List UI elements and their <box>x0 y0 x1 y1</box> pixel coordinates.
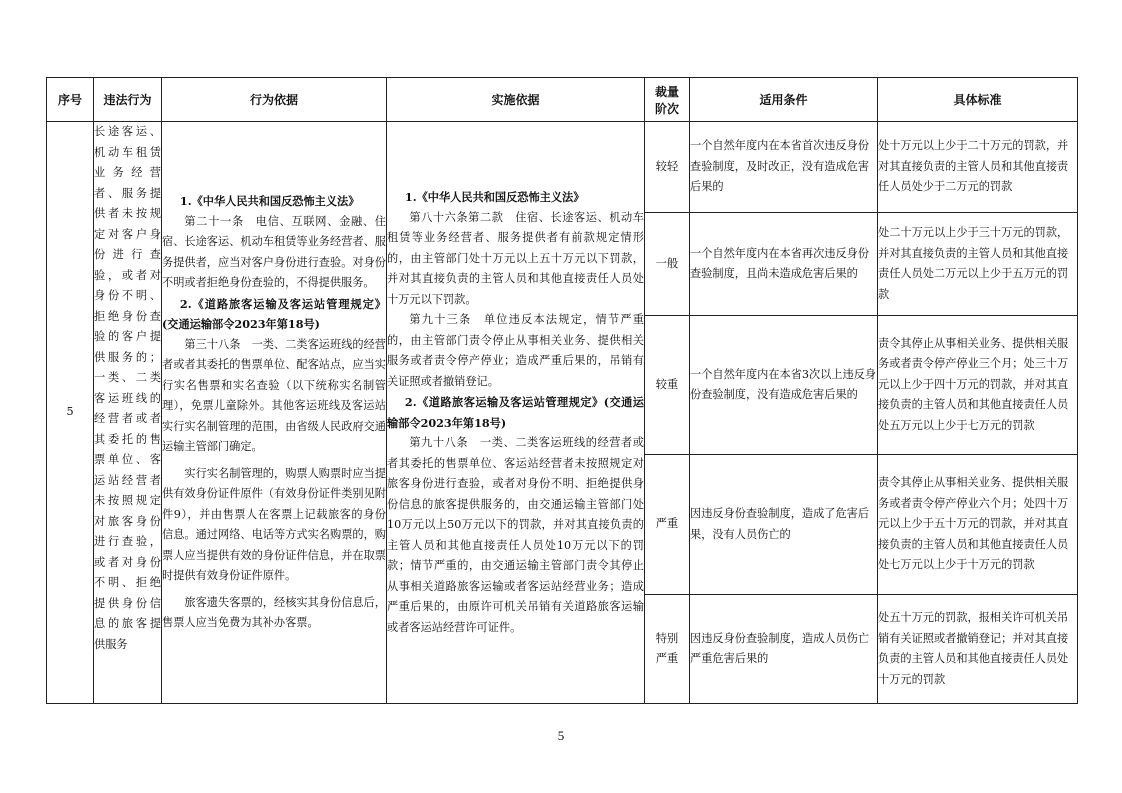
implementation-basis-law-1: 1.《中华人民共和国反恐怖主义法》 <box>404 190 585 204</box>
implementation-basis-article-93: 第九十三条 单位违反本法规定，情节严重的，由主管部门责令停止从事相关业务、提供相关服务或者责令停产停业；造成严重后果的，吊销有关证照或者撤销登记。 <box>387 313 644 388</box>
implementation-basis-article-98: 第九十八条 一类、二类客运班线的经营者或者其委托的售票单位、客运站经营者未按照规定对旅客身份进行查验，或者对身份不明、拒绝提供身份信息的旅客提供服务的，由交通运输主管部门处10万元以上50万元以下的罚款，并对其直接负责的主管人员和其他直接责任人员处10万元以下的罚款；情节严重的，由交通运输主管部门责令其停止从事相关道路旅客运输或者客运站经营业务；造成严重后果的，由原许可机关吊销有关道路旅客运输或者客运站经营许可证件。 <box>387 436 644 634</box>
implementation-basis-cell <box>387 122 645 704</box>
header-applicable-condition: 适用条件 <box>690 78 878 122</box>
condition-general: 一个自然年度内在本省再次违反身份查验制度，且尚未造成危害后果的 <box>690 213 878 316</box>
behavior-basis-realname-purchase: 实行实名制管理的，购票人购票时应当提供有效身份证件原件（有效身份证件类别见附件9），并由售票人在客票上记载旅客的身份信息。通过网络、电话等方式实名购票的，购票人应当提供有效的身份证件信息，并在取票时提供有效身份证件原件。 <box>162 466 386 583</box>
penalty-table <box>46 77 1078 704</box>
table-row <box>47 122 1078 213</box>
header-serial: 序号 <box>47 78 94 122</box>
standard-serious: 责令其停止从事相关业务、提供相关服务或者责令停产停业六个月；处四十万元以上少于五十万元的罚款，并对其直接负责的主管人员和其他直接责任人员处七万元以上少于十万元的罚款 <box>878 455 1078 595</box>
behavior-basis-cell <box>162 122 387 704</box>
header-row <box>47 78 1078 122</box>
header-behavior-basis: 行为依据 <box>162 78 387 122</box>
header-specific-standard: 具体标准 <box>878 78 1078 122</box>
header-violation: 违法行为 <box>94 78 162 122</box>
condition-especially-serious: 因违反身份查验制度，造成人员伤亡严重危害后果的 <box>690 595 878 704</box>
behavior-basis-article-38: 第三十八条 一类、二类客运班线的经营者或者其委托的售票单位、配客站点，应当实行实名售票和实名查验（以下统称实名制管理），免票儿童除外。其他客运班线及客运站实行实名制管理的范围，由省级人民政府交通运输主管部门确定。 <box>162 337 386 454</box>
row-serial-number: 5 <box>47 122 94 704</box>
implementation-basis-article-86: 第八十六条第二款 住宿、长途客运、机动车租赁等业务经营者、服务提供者有前款规定情形的，由主管部门处十万元以上五十万元以下罚款，并对其直接负责的主管人员和其他直接责任人员处十万元以下罚款。 <box>387 210 644 306</box>
behavior-basis-article-21: 第二十一条 电信、互联网、金融、住宿、长途客运、机动车租赁等业务经营者、服务提供者，应当对客户身份进行查验。对身份不明或者拒绝身份查验的，不得提供服务。 <box>162 214 386 290</box>
level-general: 一般 <box>645 213 690 316</box>
standard-minor: 处十万元以上少于二十万元的罚款，并对其直接负责的主管人员和其他直接责任人员处少于二万元的罚款 <box>878 122 1078 213</box>
standard-heavier: 责令其停止从事相关业务、提供相关服务或者责令停产停业三个月；处三十万元以上少于四十万元的罚款，并对其直接负责的主管人员和其他直接责任人员处五万元以上少于七万元的罚款 <box>878 316 1078 455</box>
condition-serious: 因违反身份查验制度，造成了危害后果，没有人员伤亡的 <box>690 455 878 595</box>
level-serious: 严重 <box>645 455 690 595</box>
level-especially-serious: 特别严重 <box>645 595 690 704</box>
behavior-basis-lost-ticket: 旅客遗失客票的，经核实其身份信息后，售票人应当免费为其补办客票。 <box>162 595 386 630</box>
implementation-basis-law-2: 2.《道路旅客运输及客运站管理规定》(交通运输部令2023年第18号) <box>387 395 644 430</box>
standard-especially-serious: 处五十万元的罚款，报相关许可机关吊销有关证照或者撤销登记；并对其直接负责的主管人员和其他直接责任人员处十万元的罚款 <box>878 595 1078 704</box>
standard-general: 处二十万元以上少于三十万元的罚款，并对其直接负责的主管人员和其他直接责任人员处二万元以上少于五万元的罚款 <box>878 213 1078 316</box>
condition-minor: 一个自然年度内在本省首次违反身份查验制度，及时改正，没有造成危害后果的 <box>690 122 878 213</box>
page-number: 5 <box>557 728 565 743</box>
level-heavier: 较重 <box>645 316 690 455</box>
behavior-basis-law-1: 1.《中华人民共和国反恐怖主义法》 <box>179 194 360 209</box>
violation-description: 长途客运、机动车租赁业务经营者、服务提供者未按规定对客户身份进行查验，或者对身份不明、拒绝身份查验的客户提供服务的；一类、二类客运班线的经营者或者其委托的售票单位、客运站经营者未按照规定对旅客身份进行查验，或者对身份不明、拒绝提供身份信息的旅客提供服务 <box>94 122 162 704</box>
behavior-basis-law-2: 2.《道路旅客运输及客运站管理规定》(交通运输部令2023年第18号) <box>162 296 386 332</box>
header-discretion-level: 裁量阶次 <box>645 78 690 122</box>
header-implementation-basis: 实施依据 <box>387 78 645 122</box>
condition-heavier: 一个自然年度内在本省3次以上违反身份查验制度，没有造成危害后果的 <box>690 316 878 455</box>
level-minor: 较轻 <box>645 122 690 213</box>
